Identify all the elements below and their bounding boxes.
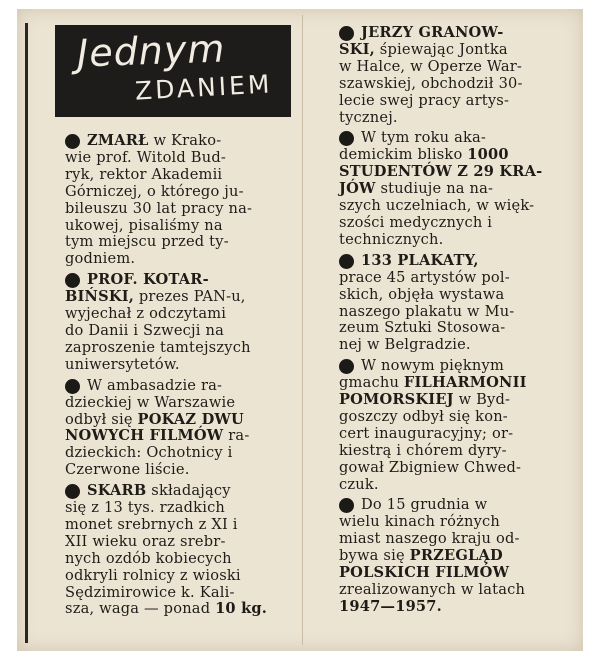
text-line	[65, 272, 297, 289]
news-item	[339, 253, 583, 354]
section-heading-line1: Jednym	[76, 26, 227, 76]
bold-text: STUDENTÓW Z 29 KRA-	[339, 163, 543, 181]
text-line	[65, 585, 297, 602]
text-line	[339, 460, 583, 477]
text-line	[339, 337, 583, 354]
text: wielu kinach różnych	[339, 513, 500, 531]
text-line	[65, 184, 297, 201]
text-line	[339, 531, 583, 548]
text: gował Zbigniew Chwed-	[339, 458, 522, 476]
text-line	[339, 181, 583, 198]
text: uniwersytetów.	[65, 355, 180, 373]
text: w Halce, w Operze War-	[339, 57, 523, 75]
text: skich, objęła wystawa	[339, 285, 505, 303]
text-line	[339, 215, 583, 232]
text: czuk.	[339, 475, 379, 493]
text: ukowej, pisaliśmy na	[65, 216, 223, 234]
text: technicznych.	[339, 230, 444, 248]
text: ra-	[223, 427, 250, 445]
text: bileuszu 30 lat pracy na-	[65, 199, 253, 217]
text-line	[65, 551, 297, 568]
text: w Byd-	[453, 391, 511, 409]
left-column	[65, 133, 297, 622]
news-item	[339, 25, 583, 126]
text: nych ozdób kobiecych	[65, 549, 232, 567]
right-column	[339, 25, 583, 620]
text-line	[65, 323, 297, 340]
text: nej w Belgradzie.	[339, 336, 471, 354]
text-line	[339, 42, 583, 59]
text: naszego plakatu w Mu-	[339, 302, 515, 320]
text-line	[65, 445, 297, 462]
text-line	[339, 25, 583, 42]
news-item	[65, 133, 297, 268]
bold-text: 1000	[467, 146, 509, 164]
text: zrealizowanych w latach	[339, 581, 526, 598]
text: Sędzimirowice k. Kali-	[65, 583, 235, 601]
text-line	[339, 270, 583, 287]
text-line	[339, 110, 583, 127]
text-line	[65, 428, 297, 445]
bold-text: PRZEGLĄD	[409, 547, 503, 565]
bold-text: FILHARMONII	[403, 374, 527, 392]
text-line	[65, 251, 297, 268]
text-line	[65, 133, 297, 150]
text-line	[339, 565, 583, 582]
text: odbył się	[65, 410, 138, 428]
column-divider	[302, 15, 303, 645]
text-line	[339, 409, 583, 426]
text: się z 13 tys. rzadkich	[65, 499, 226, 517]
news-item	[339, 130, 583, 248]
text-line	[339, 164, 583, 181]
text-line	[65, 201, 297, 218]
text-line	[339, 392, 583, 409]
text-line	[339, 147, 583, 164]
news-item	[65, 272, 297, 373]
text: Do 15 grudnia w	[361, 496, 488, 514]
text: tycznej.	[339, 108, 398, 126]
text: szości medycznych i	[339, 213, 493, 231]
text: lecie swej pracy artys-	[339, 91, 510, 109]
bold-text: JÓW	[339, 180, 376, 198]
bold-text: BIŃSKI,	[65, 288, 135, 306]
text-line	[339, 375, 583, 392]
bold-text: JERZY GRANOW-	[361, 24, 504, 41]
text-line	[339, 130, 583, 147]
text-line	[65, 601, 297, 618]
text: prezes PAN-u,	[134, 288, 246, 306]
text-line	[339, 287, 583, 304]
text-line	[339, 426, 583, 443]
bold-text: SKI,	[339, 40, 375, 58]
text: prace 45 artystów pol-	[339, 268, 510, 286]
text: zeum Sztuki Stosowa-	[339, 319, 506, 337]
bullet-icon	[65, 379, 80, 394]
text-line	[65, 534, 297, 551]
text: dzieckiej w Warszawie	[65, 393, 236, 411]
bold-text: 1947—1957.	[339, 597, 442, 615]
text: monet srebrnych z XI i	[65, 515, 238, 533]
text: zaproszenie tamtejszych	[65, 338, 251, 356]
text: wyjechał z odczytami	[65, 305, 227, 323]
text-line	[339, 497, 583, 514]
text-line	[339, 320, 583, 337]
text-line	[65, 500, 297, 517]
text-line	[339, 59, 583, 76]
bold-text: ZMARŁ	[87, 132, 149, 149]
newspaper-clipping	[17, 9, 583, 651]
bold-text: SKARB	[87, 482, 147, 500]
text: W nowym pięknym	[361, 357, 505, 375]
text-line	[339, 198, 583, 215]
text: Czerwone liście.	[65, 461, 190, 479]
text-line	[339, 232, 583, 249]
text-line	[339, 76, 583, 93]
text-line	[65, 357, 297, 374]
bold-text: 10 kg.	[215, 600, 268, 618]
text-line	[65, 234, 297, 251]
news-item	[65, 378, 297, 479]
text: szawskiej, obchodził 30-	[339, 74, 523, 92]
text: szych uczelniach, w więk-	[339, 197, 535, 215]
text: kiestrą i chórem dyry-	[339, 441, 507, 459]
bold-text: POMORSKIEJ	[339, 391, 454, 409]
bold-text: 133 PLAKATY,	[361, 251, 479, 269]
text: tym miejscu przed ty-	[65, 233, 229, 251]
text: W ambasadzie ra-	[87, 376, 223, 394]
text: dzieckich: Ochotnicy i	[65, 444, 233, 462]
text-line	[65, 306, 297, 323]
text-line	[65, 462, 297, 479]
text-line	[339, 304, 583, 321]
text-line	[65, 395, 297, 412]
text: XII wieku oraz srebr-	[65, 532, 226, 550]
text: gmachu	[339, 374, 404, 392]
bold-text: PROF. KOTAR-	[87, 271, 209, 289]
text: składający	[146, 482, 231, 500]
section-heading-line2: ZDANIEM	[134, 69, 274, 106]
text-line	[65, 483, 297, 500]
text-line	[65, 378, 297, 395]
text-line	[339, 582, 583, 599]
text-line	[339, 514, 583, 531]
text-line	[339, 477, 583, 494]
text: sza, waga — ponad	[65, 600, 216, 618]
text-line	[65, 150, 297, 167]
bullet-icon	[339, 254, 354, 269]
bullet-icon	[339, 26, 354, 41]
text: cert inauguracyjny; or-	[339, 424, 514, 442]
left-column-rule	[25, 23, 28, 643]
text: bywa się	[339, 547, 410, 565]
text-line	[65, 568, 297, 585]
text: Górniczej, o którego ju-	[65, 182, 244, 200]
text: miast naszego kraju od-	[339, 530, 520, 548]
text: wie prof. Witold Bud-	[65, 148, 227, 166]
text: ryk, rektor Akademii	[65, 165, 223, 183]
text: w Krako-	[148, 132, 222, 149]
text-line	[339, 599, 583, 616]
text-line	[339, 358, 583, 375]
text-line	[65, 517, 297, 534]
text-line	[65, 340, 297, 357]
text: do Danii i Szwecji na	[65, 321, 224, 339]
text: studiuje na na-	[375, 180, 494, 198]
news-item	[339, 358, 583, 493]
bullet-icon	[65, 134, 80, 149]
text: goszczy odbył się kon-	[339, 407, 508, 425]
news-item	[65, 483, 297, 618]
bold-text: POKAZ DWU	[137, 410, 244, 428]
text-line	[339, 443, 583, 460]
text-line	[339, 93, 583, 110]
text-line	[339, 548, 583, 565]
text-line	[65, 167, 297, 184]
news-item	[339, 497, 583, 615]
text-line	[339, 253, 583, 270]
text: W tym roku aka-	[361, 129, 487, 147]
text: godniem.	[65, 250, 136, 268]
text: śpiewając Jontka	[374, 40, 508, 58]
text-line	[65, 218, 297, 235]
bold-text: POLSKICH FILMÓW	[339, 564, 510, 582]
text-line	[65, 412, 297, 429]
text: demickim blisko	[339, 146, 468, 164]
bold-text: NOWYCH FILMÓW	[65, 427, 224, 445]
text: odkryli rolnicy z wioski	[65, 566, 241, 584]
text-line	[65, 289, 297, 306]
